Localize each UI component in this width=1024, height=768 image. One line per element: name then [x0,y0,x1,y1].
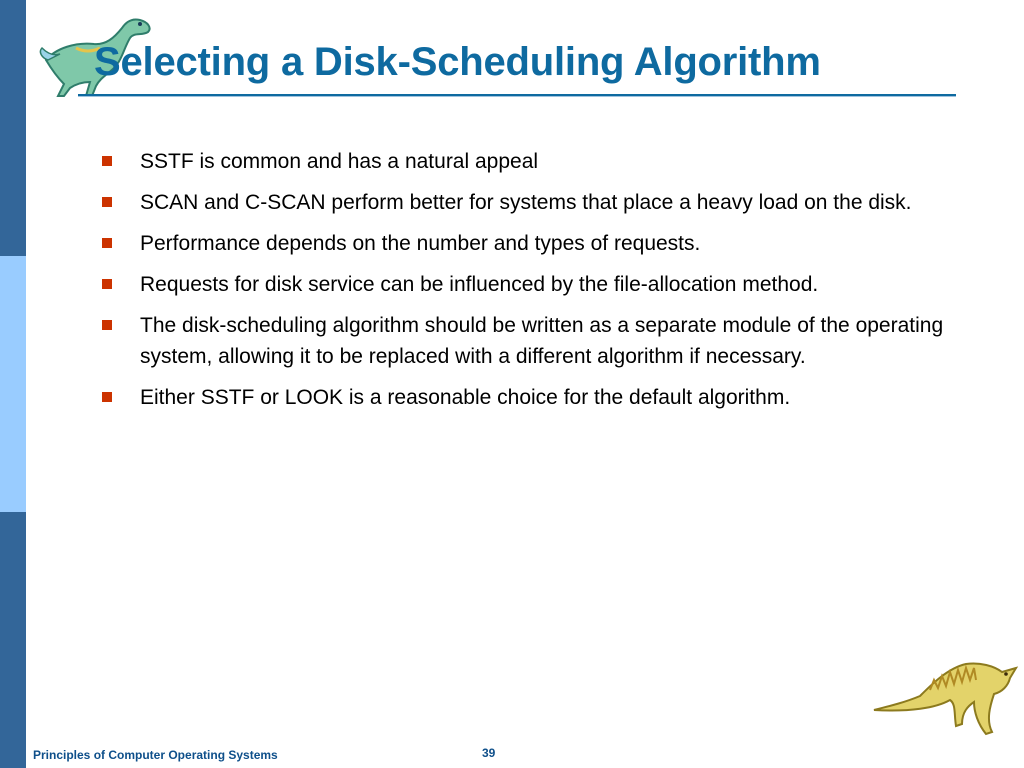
bullet-item [100,269,990,300]
bullet-text: SSTF is common and has a natural appeal [140,150,539,173]
square-bullet-icon [102,320,112,330]
bullet-item [100,187,990,218]
title-divider [78,94,956,97]
square-bullet-icon [102,279,112,289]
bullet-text: Performance depends on the number and types of requests. [140,232,701,255]
bullet-text: The disk-scheduling algorithm should be written as a separate module of the operating system, allowing it to be replaced with a different algorithm if necessary. [140,314,944,368]
bullet-item [100,382,990,413]
square-bullet-icon [102,197,112,207]
bullet-item [100,228,990,259]
page-number: 39 [482,746,496,760]
slide-title: Selecting a Disk-Scheduling Algorithm [94,40,821,84]
sidebar-band-bottom [0,512,26,768]
sidebar-stripe [0,0,26,768]
square-bullet-icon [102,238,112,248]
square-bullet-icon [102,156,112,166]
sidebar-band-top [0,0,26,256]
square-bullet-icon [102,392,112,402]
footer-course-title: Principles of Computer Operating Systems [33,748,278,762]
dinosaur-icon [870,650,1020,742]
bullet-item [100,310,990,372]
bullet-text: Requests for disk service can be influenced by the file-allocation method. [140,273,819,296]
bullet-item [100,146,990,177]
sidebar-band-middle [0,256,26,512]
bullet-text: SCAN and C-SCAN perform better for systems that place a heavy load on the disk. [140,191,912,214]
bullet-list [100,146,990,423]
bullet-text: Either SSTF or LOOK is a reasonable choice for the default algorithm. [140,386,791,409]
